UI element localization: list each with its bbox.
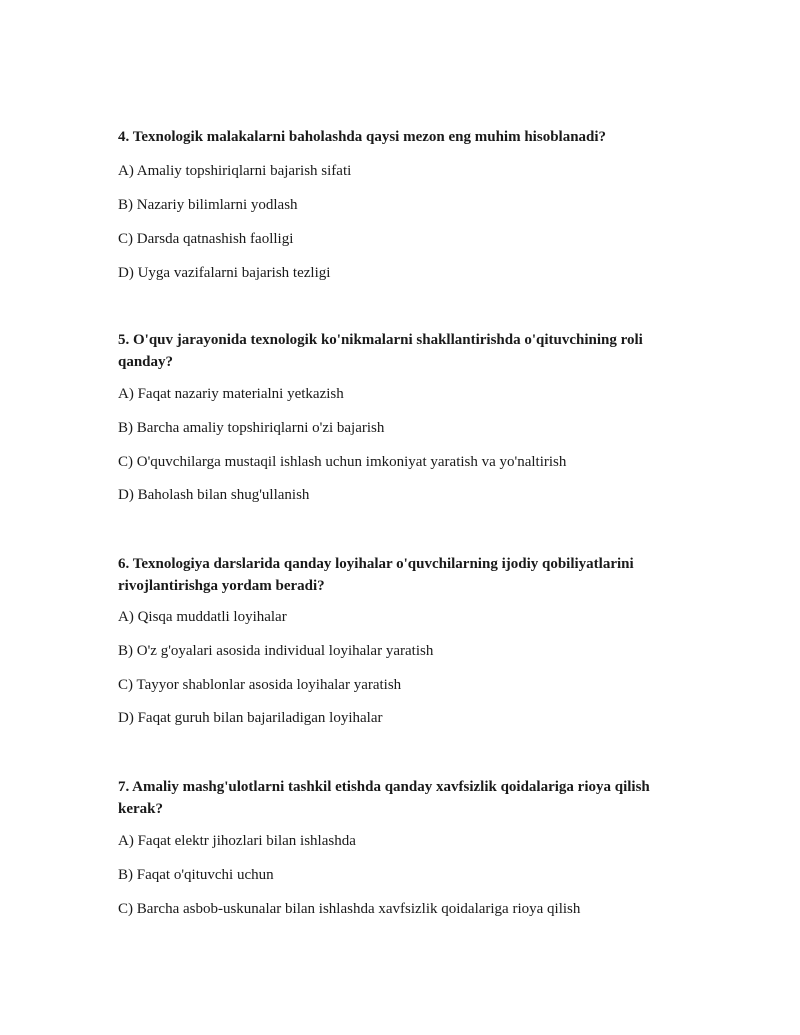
- option-a: A) Faqat nazariy materialni yetkazish: [118, 386, 344, 402]
- question-title: 6. Texnologiya darslarida qanday loyihalar o'quvchilarning ijodiy qobiliyatlarini rivojlantirishga yordam beradi?: [118, 556, 634, 594]
- option-d: D) Faqat guruh bilan bajariladigan loyihalar: [118, 710, 383, 726]
- question-6: [118, 553, 688, 726]
- option-c: C) Tayyor shablonlar asosida loyihalar yaratish: [118, 677, 402, 693]
- option-b: B) Nazariy bilimlarni yodlash: [118, 197, 298, 213]
- question-title: 4. Texnologik malakalarni baholashda qaysi mezon eng muhim hisoblanadi?: [118, 129, 607, 145]
- question-title: 5. O'quv jarayonida texnologik ko'nikmalarni shakllantirishda o'qituvchining roli qanday?: [118, 332, 643, 370]
- option-c: C) Darsda qatnashish faolligi: [118, 231, 294, 247]
- option-b: B) O'z g'oyalari asosida individual loyihalar yaratish: [118, 643, 434, 659]
- option-a: A) Amaliy topshiriqlarni bajarish sifati: [118, 163, 352, 179]
- question-title: 7. Amaliy mashg'ulotlarni tashkil etishda qanday xavfsizlik qoidalariga rioya qilish kerak?: [118, 779, 650, 817]
- option-d: D) Uyga vazifalarni bajarish tezligi: [118, 265, 331, 281]
- option-b: B) Faqat o'qituvchi uchun: [118, 867, 274, 883]
- option-b: B) Barcha amaliy topshiriqlarni o'zi bajarish: [118, 420, 385, 436]
- option-c: C) O'quvchilarga mustaqil ishlash uchun imkoniyat yaratish va yo'naltirish: [118, 454, 567, 470]
- option-a: A) Faqat elektr jihozlari bilan ishlashda: [118, 833, 356, 849]
- option-d: D) Baholash bilan shug'ullanish: [118, 487, 310, 503]
- option-a: A) Qisqa muddatli loyihalar: [118, 609, 287, 625]
- question-4: [118, 126, 688, 281]
- question-7: [118, 776, 688, 917]
- option-c: C) Barcha asbob-uskunalar bilan ishlashda xavfsizlik qoidalariga rioya qilish: [118, 901, 581, 917]
- question-5: [118, 329, 688, 503]
